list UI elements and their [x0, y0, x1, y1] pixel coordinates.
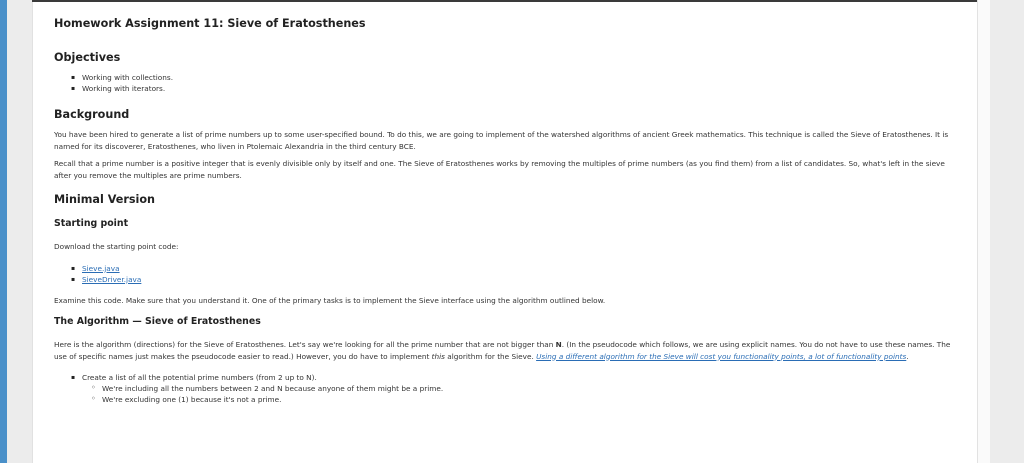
- list-item: [82, 372, 954, 405]
- document-content: [54, 14, 954, 415]
- algorithm-steps-list: [54, 372, 954, 405]
- left-accent-bar: [0, 0, 7, 463]
- algorithm-text-c: algorithm for the Sieve.: [444, 351, 537, 361]
- sievedriver-java-link[interactable]: SieveDriver.java: [82, 274, 142, 284]
- examine-text: Examine this code. Make sure that you understand it. One of the primary tasks is to implement the Sieve interface using the algorithm outlined below.: [54, 295, 606, 305]
- list-item: ◦ We're including all the numbers between 2 and N because anyone of them might be a prime.: [102, 383, 954, 394]
- page-title: Homework Assignment 11: Sieve of Eratosthenes: [54, 17, 366, 30]
- minimal-version-heading: Minimal Version: [54, 193, 155, 206]
- n-bold: N: [555, 340, 562, 349]
- algorithm-paragraph: [54, 339, 954, 362]
- starting-files-list: [54, 263, 954, 285]
- right-margin: [990, 0, 1024, 463]
- scrollbar-track[interactable]: [977, 0, 990, 463]
- list-item: ▪ Working with iterators.: [82, 83, 954, 94]
- objectives-list: [54, 72, 954, 94]
- algorithm-text-end: .: [906, 351, 909, 361]
- starting-point-heading: Starting point: [54, 218, 129, 229]
- list-item: ▪ Working with collections.: [82, 72, 954, 83]
- list-item: [82, 274, 954, 285]
- algorithm-heading: The Algorithm — Sieve of Eratosthenes: [54, 316, 261, 327]
- background-paragraph-1: You have been hired to generate a list of prime numbers up to some user-specified bound. To do this, we are going to implement of the watershed algorithms of ancient Greek mathematics. This technique is called the Sieve of Eratosthenes. It is named for its discoverer, Eratosthenes, who liven in Ptolemaic Alexandria in the third century BCE.: [54, 130, 949, 151]
- document-page: [32, 2, 977, 463]
- algorithm-text-b: . (In the pseudocode which follows, we are using explicit names. You do not have to use these names. The use of specific names just makes the pseudocode easier to read.) However, you do have to implement: [54, 340, 951, 361]
- algorithm-text-a: Here is the algorithm (directions) for the Sieve of Eratosthenes. Let's say we're looking for all the prime number that are not bigger than: [54, 340, 556, 349]
- step-1-sublist: [82, 383, 954, 405]
- background-paragraph-2: Recall that a prime number is a positive integer that is evenly divisible only by itself and one. The Sieve of Eratosthenes works by removing the multiples of prime numbers (as you find them) from a list of candidates. So, what's left in the sieve after you remove the multiples are prime numbers.: [54, 159, 945, 180]
- download-text: Download the starting point code:: [54, 242, 179, 251]
- sieve-java-link[interactable]: Sieve.java: [82, 263, 120, 273]
- list-item: [82, 263, 954, 274]
- functionality-points-link[interactable]: Using a different algorithm for the Sieve will cost you functionality points, a lot of functionality points: [536, 351, 907, 361]
- left-margin: [7, 0, 32, 463]
- this-italic: this: [431, 351, 445, 361]
- step-1-text: Create a list of all the potential prime numbers (from 2 up to N).: [82, 373, 317, 382]
- background-heading: Background: [54, 108, 130, 121]
- objectives-heading: Objectives: [54, 51, 121, 64]
- list-item: ◦ We're excluding one (1) because it's not a prime.: [102, 394, 954, 405]
